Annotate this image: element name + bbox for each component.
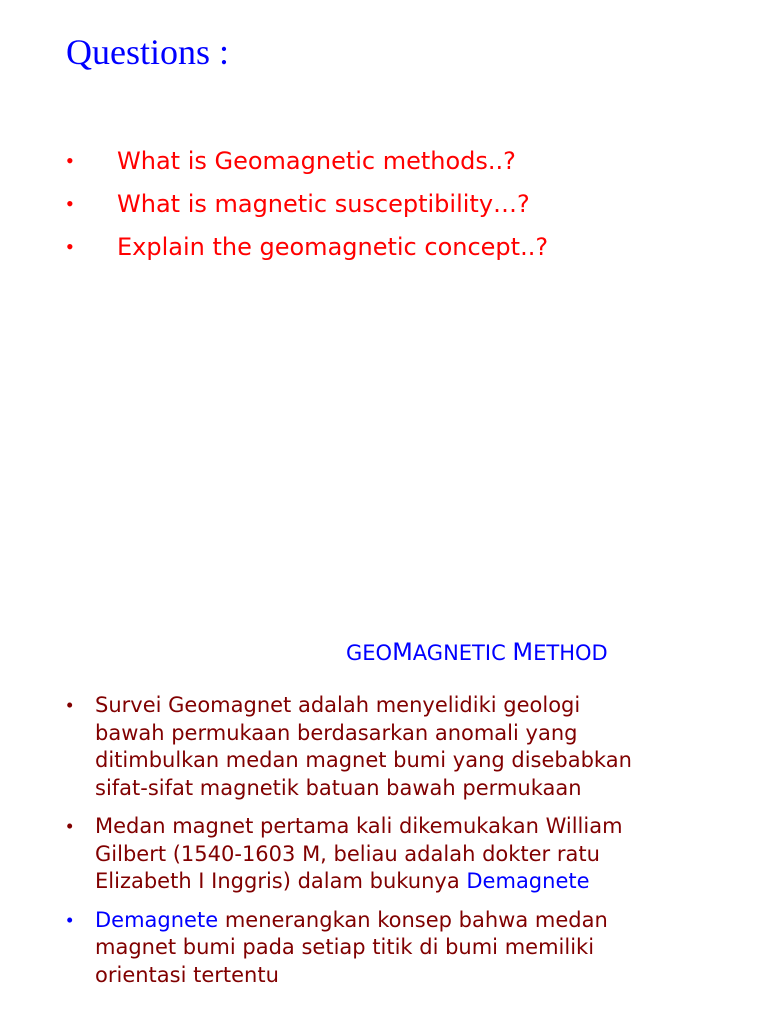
title-part: AGNETIC (412, 641, 513, 665)
geomagnetic-method-slide (0, 600, 768, 1024)
bullet-icon: • (66, 814, 74, 838)
bullet-icon: • (66, 191, 74, 216)
bullet-line: ditimbulkan medan magnet bumi yang disebabkan (95, 748, 632, 772)
bullet-icon: • (66, 234, 74, 259)
title-part: ETHOD (533, 641, 608, 665)
bullet-item (0, 907, 768, 990)
book-title-highlight: Demagnete (95, 907, 219, 932)
title-part: M (512, 638, 534, 666)
title-part: M (392, 638, 413, 666)
bullet-line-text: menerangkan konsep bahwa medan (218, 907, 608, 932)
question-text: What is magnetic susceptibility…? (117, 190, 530, 218)
bullet-line: Survei Geomagnet adalah menyelidiki geologi (95, 693, 581, 717)
slide-title (346, 638, 608, 667)
bullet-line-text: Elizabeth I Inggris) dalam bukunya (95, 869, 467, 893)
bullet-icon: • (66, 907, 74, 932)
question-text: What is Geomagnetic methods..? (117, 147, 516, 175)
bullet-line: Medan magnet pertama kali dikemukakan William (95, 814, 623, 838)
bullet-line: bawah permukaan berdasarkan anomali yang (95, 720, 578, 745)
title-part: GEO (346, 641, 393, 665)
book-title-highlight: Demagnete (466, 869, 590, 893)
question-text: Explain the geomagnetic concept..? (117, 233, 549, 261)
bullet-icon: • (66, 693, 74, 717)
bullet-line: Gilbert (1540-1603 M, beliau adalah dokter ratu (95, 841, 600, 866)
bullet-line: magnet bumi pada setiap titik di bumi memiliki (95, 935, 595, 959)
bullet-line (95, 907, 728, 935)
bullet-item (0, 813, 768, 896)
bullet-line: sifat-sifat magnetik batuan bawah permukaan (95, 775, 582, 800)
method-bullet-list (0, 692, 768, 1000)
bullet-icon: • (66, 148, 74, 173)
bullet-line: orientasi tertentu (95, 962, 279, 987)
bullet-item (0, 692, 768, 802)
bullet-line (95, 868, 728, 896)
questions-title: Questions : (66, 32, 230, 72)
